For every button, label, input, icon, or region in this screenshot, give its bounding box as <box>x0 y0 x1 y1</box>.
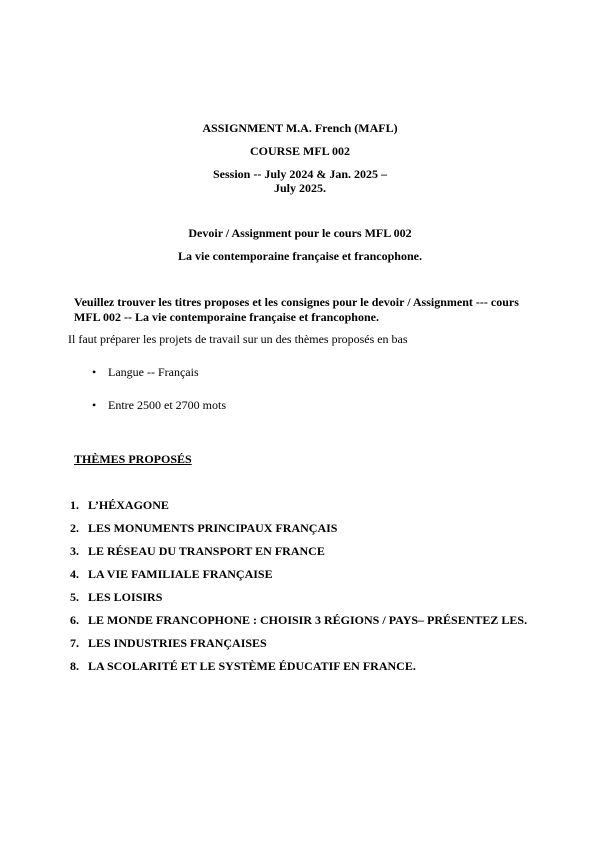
theme-text: LE RÉSEAU DU TRANSPORT EN FRANCE <box>88 544 325 558</box>
theme-number: 2. <box>70 521 79 535</box>
header-session-end: July 2025. <box>273 181 326 195</box>
theme-text: LES INDUSTRIES FRANÇAISES <box>88 636 267 650</box>
themes-heading: THÈMES PROPOSÉS <box>74 452 192 466</box>
theme-number: 3. <box>70 544 79 558</box>
theme-item <box>70 567 590 581</box>
theme-number: 7. <box>70 636 79 650</box>
theme-text: LA VIE FAMILIALE FRANÇAISE <box>88 567 273 581</box>
bullet-item: Entre 2500 et 2700 mots <box>108 398 226 412</box>
intro-bold-line-2: MFL 002 -- La vie contemporaine française et francophone. <box>74 310 379 324</box>
assignment-title: Devoir / Assignment pour le cours MFL 002 <box>188 226 412 240</box>
theme-number: 4. <box>70 567 79 581</box>
bullet-icon: • <box>92 398 97 412</box>
header-title: ASSIGNMENT M.A. French (MAFL) <box>202 121 398 135</box>
header-session: Session -- July 2024 & Jan. 2025 – <box>212 167 388 181</box>
theme-item <box>70 498 590 512</box>
theme-text: LES LOISIRS <box>88 590 163 604</box>
assignment-subtitle: La vie contemporaine française et francophone. <box>178 249 422 263</box>
theme-item <box>70 590 590 604</box>
theme-item <box>70 659 590 673</box>
theme-item <box>70 544 590 558</box>
theme-number: 6. <box>70 613 79 627</box>
bullet-icon: • <box>92 365 97 379</box>
intro-bold-line-1: Veuillez trouver les titres proposes et les consignes pour le devoir / Assignment --- cours <box>74 295 519 309</box>
theme-text: LA SCOLARITÉ ET LE SYSTÈME ÉDUCATIF EN FRANCE. <box>88 659 416 673</box>
intro-plain: Il faut préparer les projets de travail sur un des thèmes proposés en bas <box>68 332 408 346</box>
theme-text: LES MONUMENTS PRINCIPAUX FRANÇAIS <box>88 521 338 535</box>
theme-number: 8. <box>70 659 79 673</box>
theme-item <box>70 613 590 627</box>
theme-number: 1. <box>70 498 79 512</box>
theme-item <box>70 521 590 535</box>
theme-item <box>70 636 590 650</box>
bullet-item: Langue -- Français <box>108 365 199 379</box>
header-course: COURSE MFL 002 <box>249 144 350 158</box>
theme-number: 5. <box>70 590 79 604</box>
theme-text: L’HÉXAGONE <box>88 498 169 512</box>
theme-text: LE MONDE FRANCOPHONE : CHOISIR 3 RÉGIONS / PAYS– PRÉSENTEZ LES. <box>88 613 528 627</box>
